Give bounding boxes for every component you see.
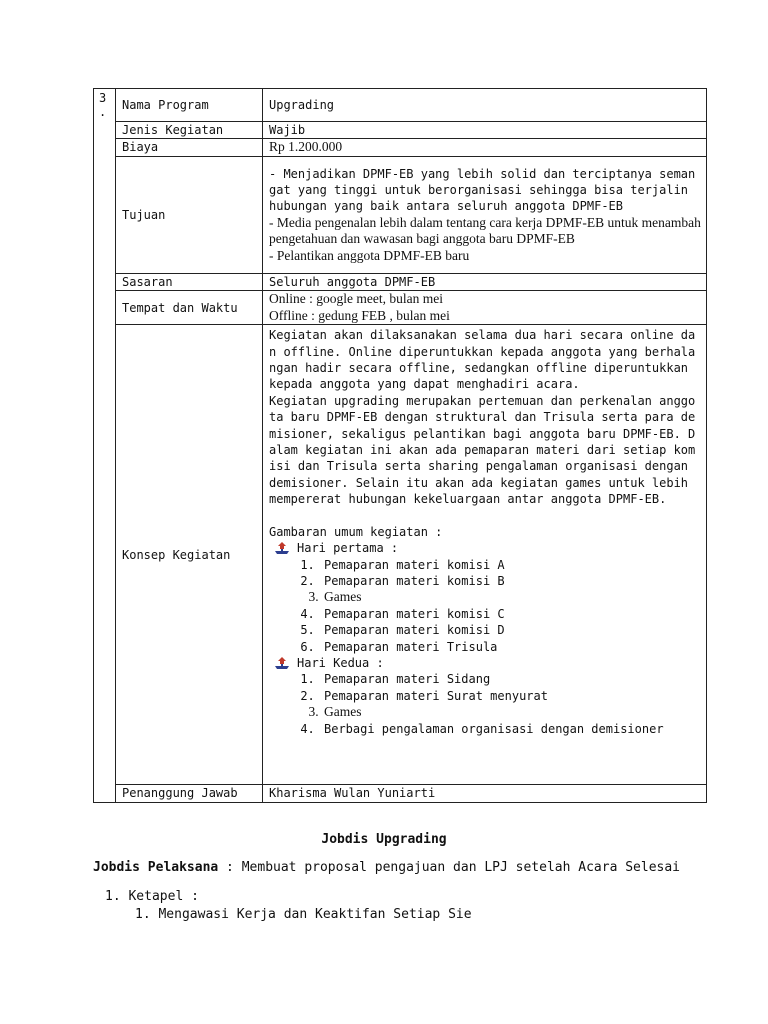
arrow-bullet-icon	[275, 657, 289, 669]
row-value: Upgrading	[263, 89, 707, 122]
day-item	[297, 540, 702, 655]
jobdis-heading: Jobdis Upgrading	[321, 832, 447, 847]
activity-item: 1. Pemaparan materi Sidang	[322, 671, 702, 687]
day-title: Hari Kedua :	[297, 655, 384, 670]
activity-item: 2. Pemaparan materi Surat menyurat	[322, 688, 702, 704]
arrow-bullet-icon	[275, 542, 289, 554]
row-label: Tujuan	[116, 156, 263, 273]
list-item	[105, 889, 199, 904]
row-label: Biaya	[116, 139, 263, 156]
pelaksana-text: : Membuat proposal pengajuan dan LPJ setelah Acara Selesai	[218, 860, 681, 875]
day-list	[269, 540, 702, 737]
activity-item: 2. Pemaparan materi komisi B	[322, 573, 702, 589]
row-label: Tempat dan Waktu	[116, 291, 263, 325]
list-text: Ketapel :	[128, 889, 199, 904]
activity-item: 3. Games	[322, 589, 702, 605]
day-title: Hari pertama :	[297, 541, 399, 556]
row-label: Konsep Kegiatan	[116, 325, 263, 785]
row-label: Nama Program	[116, 89, 263, 122]
online-info: Online : google meet, bulan mei	[269, 291, 443, 307]
table-row	[94, 291, 707, 325]
offline-info: Offline : gedung FEB , bulan mei	[269, 307, 450, 323]
sub-list-item	[135, 907, 472, 922]
activity-item: 3. Games	[322, 704, 702, 720]
table-row	[94, 273, 707, 290]
row-value	[263, 325, 707, 785]
tujuan-line: - Pelantikan anggota DPMF-EB baru	[269, 247, 470, 263]
program-table	[93, 88, 707, 803]
tujuan-line: - Menjadikan DPMF-EB yang lebih solid dan terciptanya semangat yang tinggi untuk berorganisasi sehingga bisa terjalin hubungan yang baik antara seluruh anggota DPMF-EB	[269, 166, 696, 214]
row-value	[263, 156, 707, 273]
gambaran-heading: Gambaran umum kegiatan :	[269, 524, 443, 539]
row-label: Penanggung Jawab	[116, 785, 263, 802]
activity-item: 5. Pemaparan materi komisi D	[322, 622, 702, 638]
row-label: Sasaran	[116, 273, 263, 290]
activity-item: 1. Pemaparan materi komisi A	[322, 557, 702, 573]
day-item	[297, 655, 702, 737]
pelaksana-label: Jobdis Pelaksana	[93, 860, 219, 875]
list-number: 1.	[105, 889, 121, 904]
row-value: Wajib	[263, 122, 707, 139]
row-value: Seluruh anggota DPMF-EB	[263, 273, 707, 290]
row-value	[263, 291, 707, 325]
table-row	[94, 122, 707, 139]
day2-activities	[297, 671, 702, 737]
row-value: Rp 1.200.000	[263, 139, 707, 156]
program-number: 3 .	[94, 89, 116, 803]
konsep-paragraph: Kegiatan upgrading merupakan pertemuan dan perkenalan anggota baru DPMF-EB dengan struktural dan Trisula serta para demisioner, sekaligus pelantikan bagi anggota baru DPMF-EB. Dalam kegiatan ini akan ada pemaparan materi dari setiap komisi dan Trisula serta sharing pengalaman organisasi dengan demisioner. Selain itu akan ada kegiatan games untuk lebih mempererat hubungan kekeluargaan antar anggota DPMF-EB.	[269, 393, 696, 507]
table-row	[94, 325, 707, 785]
table-row	[94, 89, 707, 122]
day1-activities	[297, 557, 702, 655]
row-label: Jenis Kegiatan	[116, 122, 263, 139]
list-number: 1.	[135, 907, 151, 922]
table-row	[94, 156, 707, 273]
activity-item: 4. Pemaparan materi komisi C	[322, 606, 702, 622]
tujuan-line: - Media pengenalan lebih dalam tentang cara kerja DPMF-EB untuk menambah pengetahuan dan wawasan bagi anggota baru DPMF-EB	[269, 214, 701, 247]
activity-item: 6. Pemaparan materi Trisula	[322, 639, 702, 655]
table-row	[94, 139, 707, 156]
jobdis-pelaksana-line	[93, 860, 680, 875]
table-row	[94, 785, 707, 802]
konsep-paragraph: Kegiatan akan dilaksanakan selama dua hari secara online dan offline. Online diperuntukkan kepada anggota yang berhalangan hadir secara offline, sedangkan offline diperuntukkan kepada anggota yang dapat menghadiri acara.	[269, 328, 696, 392]
list-text: Mengawasi Kerja dan Keaktifan Setiap Sie	[158, 907, 472, 922]
activity-item: 4. Berbagi pengalaman organisasi dengan demisioner	[322, 721, 702, 737]
row-value: Kharisma Wulan Yuniarti	[263, 785, 707, 802]
